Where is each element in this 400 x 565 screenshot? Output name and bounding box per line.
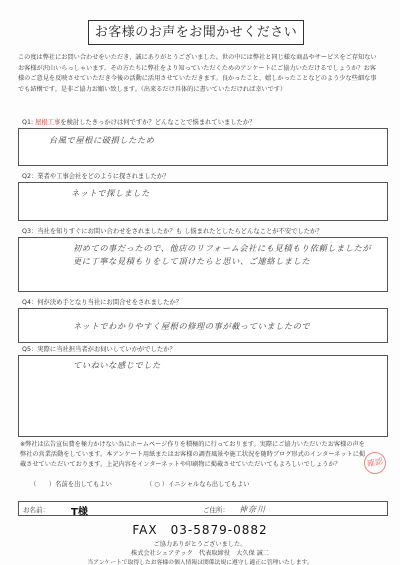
choice-initials-ok-label: イニシャルなら出してもよい: [168, 481, 250, 488]
intro-paragraph: この度は弊社にお問い合わせをいただき、誠にありがとうございました。世の中には弊社と同じ様な商品やサービスをご存知ないお客様が沢山いらっしゃいます。その方たちに弊社をより知っていただくためのアンケートにご協力いただけるでしょうか？お客様のご意見を反映させていただき今後の活動に活用させていただきます。良かったこと、嬉しかったことなどのよう少な些細な事でも結構です。是非ご協力お願い致します。（出来るだけ具体的に書いていただければ幸いです）: [18, 54, 377, 93]
question-q1-prefix: Q1:: [22, 119, 36, 126]
name-label: お名前：: [23, 506, 49, 514]
footer-thanks: ご協力ありがとうございました。: [153, 541, 247, 548]
address-value: 神奈川: [239, 505, 266, 514]
question-q4: Q4：何が決め手となり当社にお問合せをされましたか？: [22, 299, 183, 306]
answer-box-q3: [18, 237, 388, 292]
choice-initials-ok[interactable]: [146, 479, 250, 488]
answer-box-q5: [18, 355, 388, 437]
answer-q5: ていねいな感じでした: [73, 360, 161, 370]
customer-info-row: [18, 501, 388, 516]
choice-initials-ok-mark: （ ○ ）: [146, 481, 169, 488]
question-q1-highlight: 屋根工事: [35, 119, 61, 126]
page-title: お客様のお声をお聞かせください: [88, 20, 304, 45]
answer-q3-line-2: 更に丁寧な見積もりをして頂けたらと思い、ご連絡しました: [73, 256, 311, 266]
choice-name-ok-mark: （ ）: [30, 481, 56, 488]
footer-privacy: 当アンケートで取得したお客様の個人情報は関係法規に遵守し適正に管理いたします。: [87, 560, 313, 565]
choice-name-ok[interactable]: [30, 479, 112, 488]
answer-q1: 台風で屋根に破損したため: [49, 135, 155, 145]
question-q5: Q5：実際に当社担当者がお伺いしていかがでしたか？: [22, 346, 176, 353]
consent-notice: ※弊社は広告宣伝費を極力かけない為にホームページ作りを積極的に行っております。実際にご協力いただいたお客様の声を弊社の営業活動をしています。本アンケート用紙またはお客様の調査風景や施工状況を随時ブログ形式のインターネットに掲載させていただいております。上記内容をインターネットや印刷物に掲載させていただいてもよろしいでしょうか？: [20, 441, 366, 468]
answer-q3-line-1: 初めての事だったので、他店のリフォーム会社にも見積もり依頼しましたが: [73, 243, 372, 253]
question-q1: [22, 118, 255, 127]
fax-number: FAX 03-5879-0882: [132, 523, 268, 537]
question-q1-rest: を検討したきっかけは何ですか？どんなことで悩まれていましたか？: [60, 119, 256, 126]
address-label: ご住所：: [203, 506, 229, 514]
answer-q4: ネットでわかりやすく屋根の修理の事が載っていましたので: [73, 321, 311, 331]
question-q3: Q3：当社を知りすぐにお問い合わせをされましたか？も し悩まれたとしたらどんなことが不安でしたか？: [22, 228, 323, 235]
confirmation-stamp: 確認: [362, 450, 388, 476]
answer-box-q2: [18, 182, 388, 221]
footer-company: 株式会社シェアテック 代表取締役 大久保 誠二: [131, 550, 269, 557]
answer-q2: ネットで探しました: [71, 188, 151, 198]
question-q2: Q2：業者や工事会社をどのように探されましたか？: [22, 173, 170, 180]
answer-box-q1: [18, 128, 388, 166]
answer-box-q4: [18, 308, 388, 343]
name-value: T様: [71, 507, 88, 518]
choice-name-ok-label: 名前を出してもよい: [55, 481, 112, 488]
